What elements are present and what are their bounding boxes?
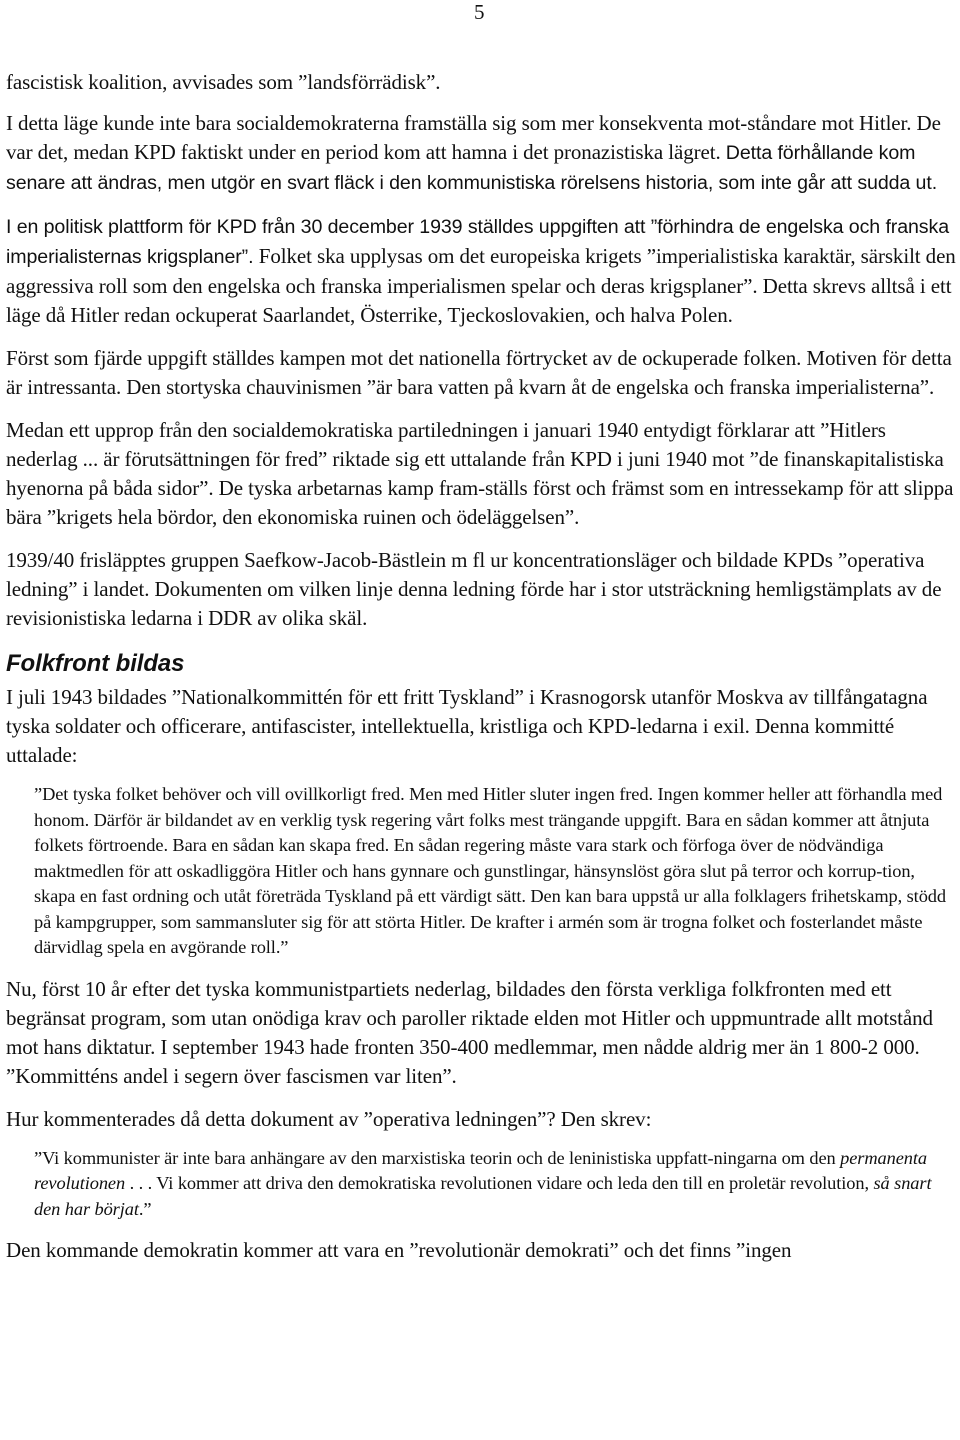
paragraph (6, 344, 956, 402)
paragraph-text: fascistisk koalition, avvisades som ”landsförrädisk”. (6, 70, 441, 94)
body-text (6, 68, 956, 1279)
paragraph (6, 1236, 956, 1265)
section-heading: Folkfront bildas (6, 650, 185, 677)
paragraph-text: Hur kommenterades då detta dokument av ”operativa ledningen”? Den skrev: (6, 1106, 652, 1131)
paragraph (6, 212, 956, 330)
paragraph-text: Folket ska upplysas om det europeiska krigets ”imperialistiska karaktär, särskilt den aggressiva roll som den engelska och franska imperialismen spelar och deras krigsplaner”. Detta skrevs alltså i ett läge då Hitler redan ockuperat Saarlandet, Österrike, Tjeckoslovakien, och halva Polen. (6, 244, 956, 327)
paragraph (6, 683, 956, 770)
block-quote (34, 1146, 948, 1223)
page-number: 5 (474, 0, 485, 24)
paragraph-text: I juli 1943 bildades ”Nationalkommittén för ett fritt Tyskland” i Krasnogorsk utanför Moskva av tillfångatagna tyska soldater och officerare, antifascister, intellektuella, kristliga och KPD-ledarna i exil. Denna kommitté uttalade: (6, 685, 928, 767)
quote-emphasis: så snart den har börjat (34, 1173, 932, 1219)
paragraph-text-sans: Detta förhållande kom senare att ändras, men utgör en svart fläck i den kommunistiska rörelsens historia, som inte går att sudda ut. (6, 142, 938, 194)
block-quote (34, 782, 948, 961)
quote-text: . . . Vi kommer att driva den demokratiska revolutionen vidare och leda den till en proletär revolution, (125, 1173, 874, 1193)
paragraph-text: Den kommande demokratin kommer att vara en ”revolutionär demokrati” och det finns ”ingen (6, 1238, 792, 1262)
paragraph-text: Nu, först 10 år efter det tyska kommunistpartiets nederlag, bildades den första verkliga folkfronten med ett begränsat program, som utan onödiga krav och paroller riktade elden mot Hitler och uppmuntrade allt motstånd mot hans diktatur. I september 1943 hade fronten 350-400 medlemmar, men nådde aldrig mer än 1 800-2 000. ”Kommitténs andel i segern över fascismen var liten”. (6, 976, 933, 1088)
paragraph (6, 68, 956, 97)
quote-text: .” (138, 1198, 152, 1219)
paragraph-text: Först som fjärde uppgift ställdes kampen mot det nationella förtrycket av de ockuperade folken. Motiven för detta är intressanta. Den stortyska chauvinismen ”är bara vatten på kvarn åt de engelska och franska imperialisterna”. (6, 346, 952, 399)
paragraph-text-sans: I en politisk plattform för KPD från 30 december 1939 ställdes uppgiften att ”förhindra de engelska och franska imperialisternas krigsplaner”. (6, 216, 949, 268)
paragraph-text: 1939/40 frisläpptes gruppen Saefkow-Jacob-Bästlein m fl ur koncentrationsläger och bildade KPDs ”operativa ledning” i landet. Dokumenten om vilken linje denna ledning förde har i stor utsträckning hemligstämplats av de revisionistiska ledarna i DDR av olika skäl. (6, 548, 942, 630)
paragraph (6, 416, 956, 532)
paragraph-text: I detta läge kunde inte bara socialdemokraterna framställa sig som mer konsekventa mot-ståndare mot Hitler. De var det, medan KPD faktiskt under en period kom att hamna i det pronazistiska lägret. (6, 111, 941, 164)
quote-emphasis: permanenta revolutionen (34, 1147, 927, 1193)
paragraph-text: Medan ett upprop från den socialdemokratiska partiledningen i januari 1940 entydigt förklarar att ”Hitlers nederlag ... är förutsättningen för fred” riktade sig ett uttalande från KPD i juni 1940 mot ”de finanskapitalistiska hyenorna på båda sidor”. De tyska arbetarnas kamp fram-ställs först och främst som en intressekamp för att slippa bära ”krigets hela bördor, den ekonomiska ruinen och ödeläggelsen”. (6, 418, 954, 529)
paragraph (6, 975, 956, 1091)
paragraph (6, 1105, 956, 1134)
quote-text: ”Vi kommunister är inte bara anhängare av den marxistiska teorin och de leninistiska uppfatt-ningarna om den (34, 1147, 841, 1168)
quote-text: ”Det tyska folket behöver och vill ovillkorligt fred. Men med Hitler sluter ingen fred. Ingen kommer heller att förhandla med honom. Därför är bildandet av en verklig tysk regering vårt folks mest trängande uppgift. Bara en sådan kommer att åtnjuta folkets förtroende. Bara en sådan kan skapa fred. En sådan regering måste vara stark och förfoga över de nödvändiga maktmedlen för att oskadliggöra Hitler och hans gynnare och gunstlingar, hänsynslöst göra slut på terror och korrup-tion, skapa en fast ordning och utåt företräda Tyskland på ett värdigt sätt. Den kan bara uppstå ur alla folklagers frihetskamp, stödd på kampgrupper, som sammansluter sig för att störta Hitler. De krafter i armén som är trogna folket och fosterlandet måste därvidlag spela en avgörande roll.” (34, 784, 946, 957)
paragraph (6, 109, 956, 198)
paragraph (6, 546, 956, 633)
